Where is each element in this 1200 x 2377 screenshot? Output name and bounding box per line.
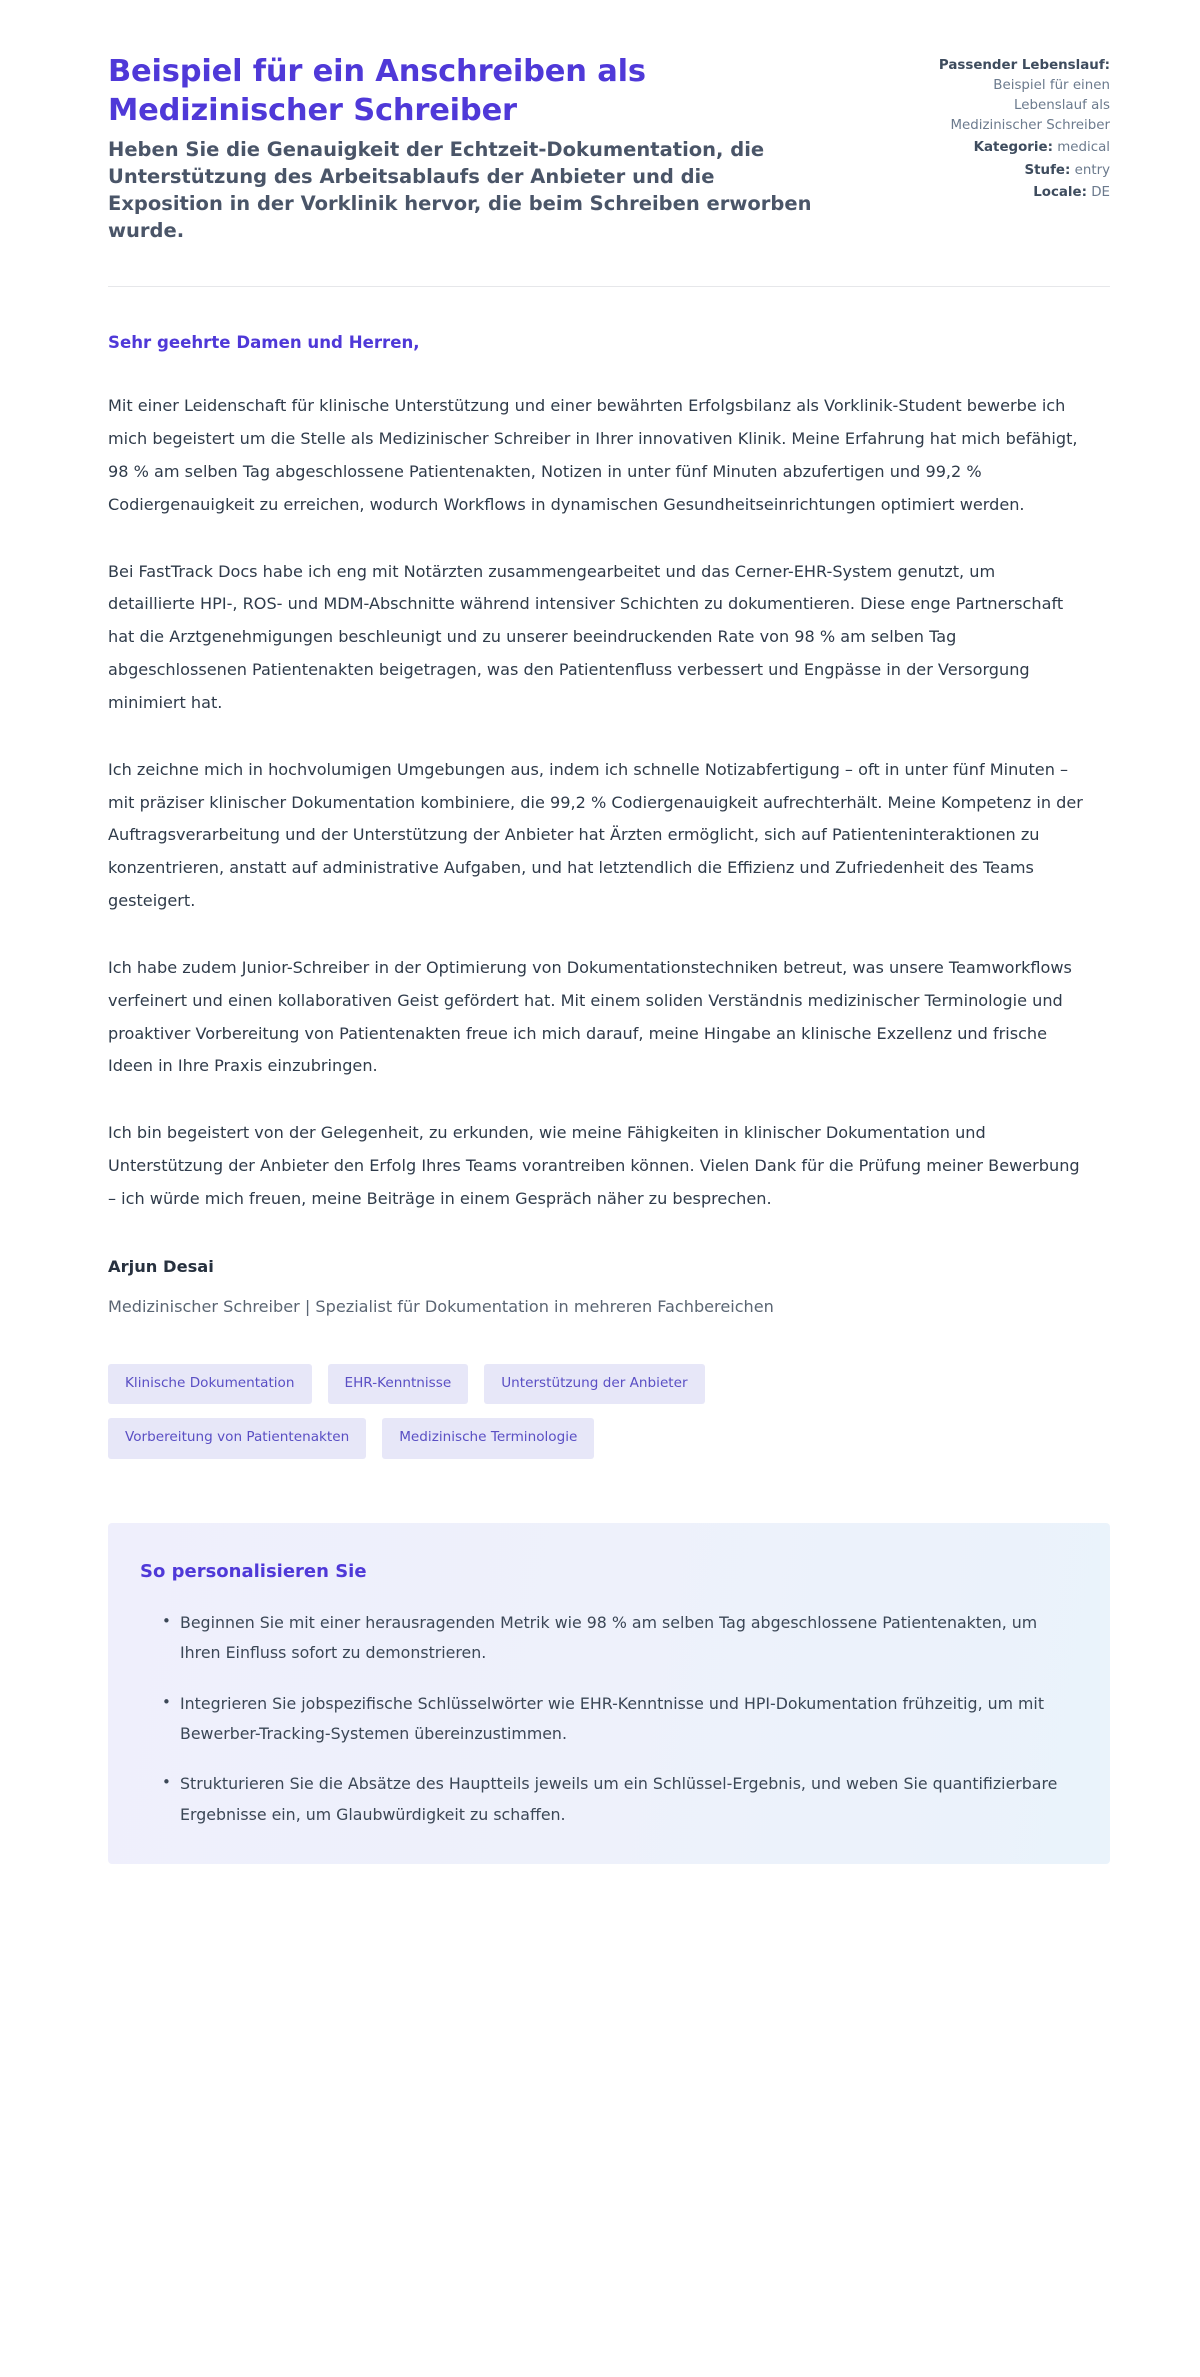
metadata-value: medical [1057,140,1110,156]
metadata-label: Locale: [1033,184,1087,200]
signature-role: Medizinischer Schreiber | Spezialist für Dokumentation in mehreren Fachbereichen [108,1296,774,1316]
tips-list-item: • Beginnen Sie mit einer herausragenden Metrik wie 98 % am selben Tag abgeschlossene Patientenakten, um Ihren Einfluss sofort zu demonstrieren. [162,1608,1070,1669]
tips-list-item: • Strukturieren Sie die Absätze des Hauptteils jeweils um ein Schlüssel-Ergebnis, und weben Sie quantifizierbare Ergebnisse ein, um Glaubwürdigkeit zu schaffen. [162,1769,1070,1830]
letter-paragraph: Bei FastTrack Docs habe ich eng mit Notärzten zusammengearbeitet und das Cerner-EHR-System genutzt, um detaillierte HPI-, ROS- und MDM-Abschnitte während intensiver Schichten zu dokumentieren. Diese enge Partnerschaft hat die Arztgenehmigungen beschleunigt und zu unserer beeindruckenden Rate von 98 % am selben Tag abgeschlossenen Patientenakten beigetragen, was den Patientenfluss verbessert und Engpässe in der Versorgung minimiert hat. [108,561,1064,712]
personalization-tips-panel [108,1523,1110,1864]
tips-list-item: • Integrieren Sie jobspezifische Schlüsselwörter wie EHR-Kenntnisse und HPI-Dokumentation frühzeitig, um mit Bewerber-Tracking-Systemen übereinzustimmen. [162,1689,1070,1750]
document-header [108,52,1110,244]
skill-tag[interactable]: EHR-Kenntnisse [328,1364,469,1405]
signature-block [108,1254,1110,1320]
tips-list [140,1608,1070,1830]
letter-body [108,287,1110,1863]
metadata-value: Beispiel für einen Lebenslauf als Medizinischer Schreiber [950,78,1110,134]
letter-paragraph: Ich zeichne mich in hochvolumigen Umgebungen aus, indem ich schnelle Notizabfertigung – oft in unter fünf Minuten – mit präziser klinischer Dokumentation kombiniere, die 99,2 % Codiergenauigkeit aufrechterhält. Meine Kompetenz in der Auftragsverarbeitung und der Unterstützung der Anbieter hat Ärzten ermöglicht, sich auf Patienteninteraktionen zu konzentrieren, anstatt auf administrative Aufgaben, und hat letztendlich die Effizienz und Zufriedenheit des Teams gesteigert. [108,759,1083,911]
metadata-label: Stufe: [1024,162,1071,178]
page-subtitle: Heben Sie die Genauigkeit der Echtzeit-Dokumentation, die Unterstützung des Arbeitsablaufs der Anbieter und die Exposition in der Vorklinik hervor, die beim Schreiben erworben wurde. [108,138,812,243]
header-text-block [108,52,828,244]
letter-paragraph: Mit einer Leidenschaft für klinische Unterstützung und einer bewährten Erfolgsbilanz als Vorklinik-Student bewerbe ich mich begeistert um die Stelle als Medizinischer Schreiber in Ihrer innovativen Klinik. Meine Erfahrung hat mich befähigt, 98 % am selben Tag abgeschlossene Patientenakten, Notizen in unter fünf Minuten abzufertigen und 99,2 % Codiergenauigkeit zu erreichen, wodurch Workflows in dynamischen Gesundheitseinrichtungen optimiert werden. [108,396,1078,514]
metadata-value: DE [1091,184,1110,200]
metadata-row-matching-resume [925,56,1110,136]
skill-tag[interactable]: Vorbereitung von Patientenakten [108,1418,366,1459]
metadata-panel [925,52,1110,205]
skill-tag-list [108,1364,868,1459]
skill-tag[interactable]: Medizinische Terminologie [382,1418,594,1459]
skill-tag[interactable]: Unterstützung der Anbieter [484,1364,704,1405]
letter-paragraph: Ich bin begeistert von der Gelegenheit, zu erkunden, wie meine Fähigkeiten in klinischer Dokumentation und Unterstützung der Anbieter den Erfolg Ihres Teams vorantreiben können. Vielen Dank für die Prüfung meiner Bewerbung – ich würde mich freuen, meine Beiträge in einem Gespräch näher zu besprechen. [108,1123,1080,1208]
signature-name: Arjun Desai [108,1256,214,1276]
metadata-row-category [925,138,1110,158]
tips-panel-title: So personalisieren Sie [140,1560,367,1582]
metadata-row-level [925,161,1110,181]
skill-tag[interactable]: Klinische Dokumentation [108,1364,312,1405]
letter-paragraph: Ich habe zudem Junior-Schreiber in der Optimierung von Dokumentationstechniken betreut, was unsere Teamworkflows verfeinert und einen kollaborativen Geist gefördert hat. Mit einem soliden Verständnis medizinischer Terminologie und proaktiver Vorbereitung von Patientenakten freue ich mich darauf, meine Hingabe an klinische Exzellenz und frische Ideen in Ihre Praxis einzubringen. [108,957,1072,1076]
letter-salutation: Sehr geehrte Damen und Herren, [108,333,420,353]
metadata-row-locale [925,183,1110,203]
metadata-label: Passender Lebenslauf: [938,58,1110,73]
page-title: Beispiel für ein Anschreiben als Medizinischer Schreiber [108,54,646,129]
metadata-label: Kategorie: [973,140,1053,156]
metadata-value: entry [1074,162,1110,178]
